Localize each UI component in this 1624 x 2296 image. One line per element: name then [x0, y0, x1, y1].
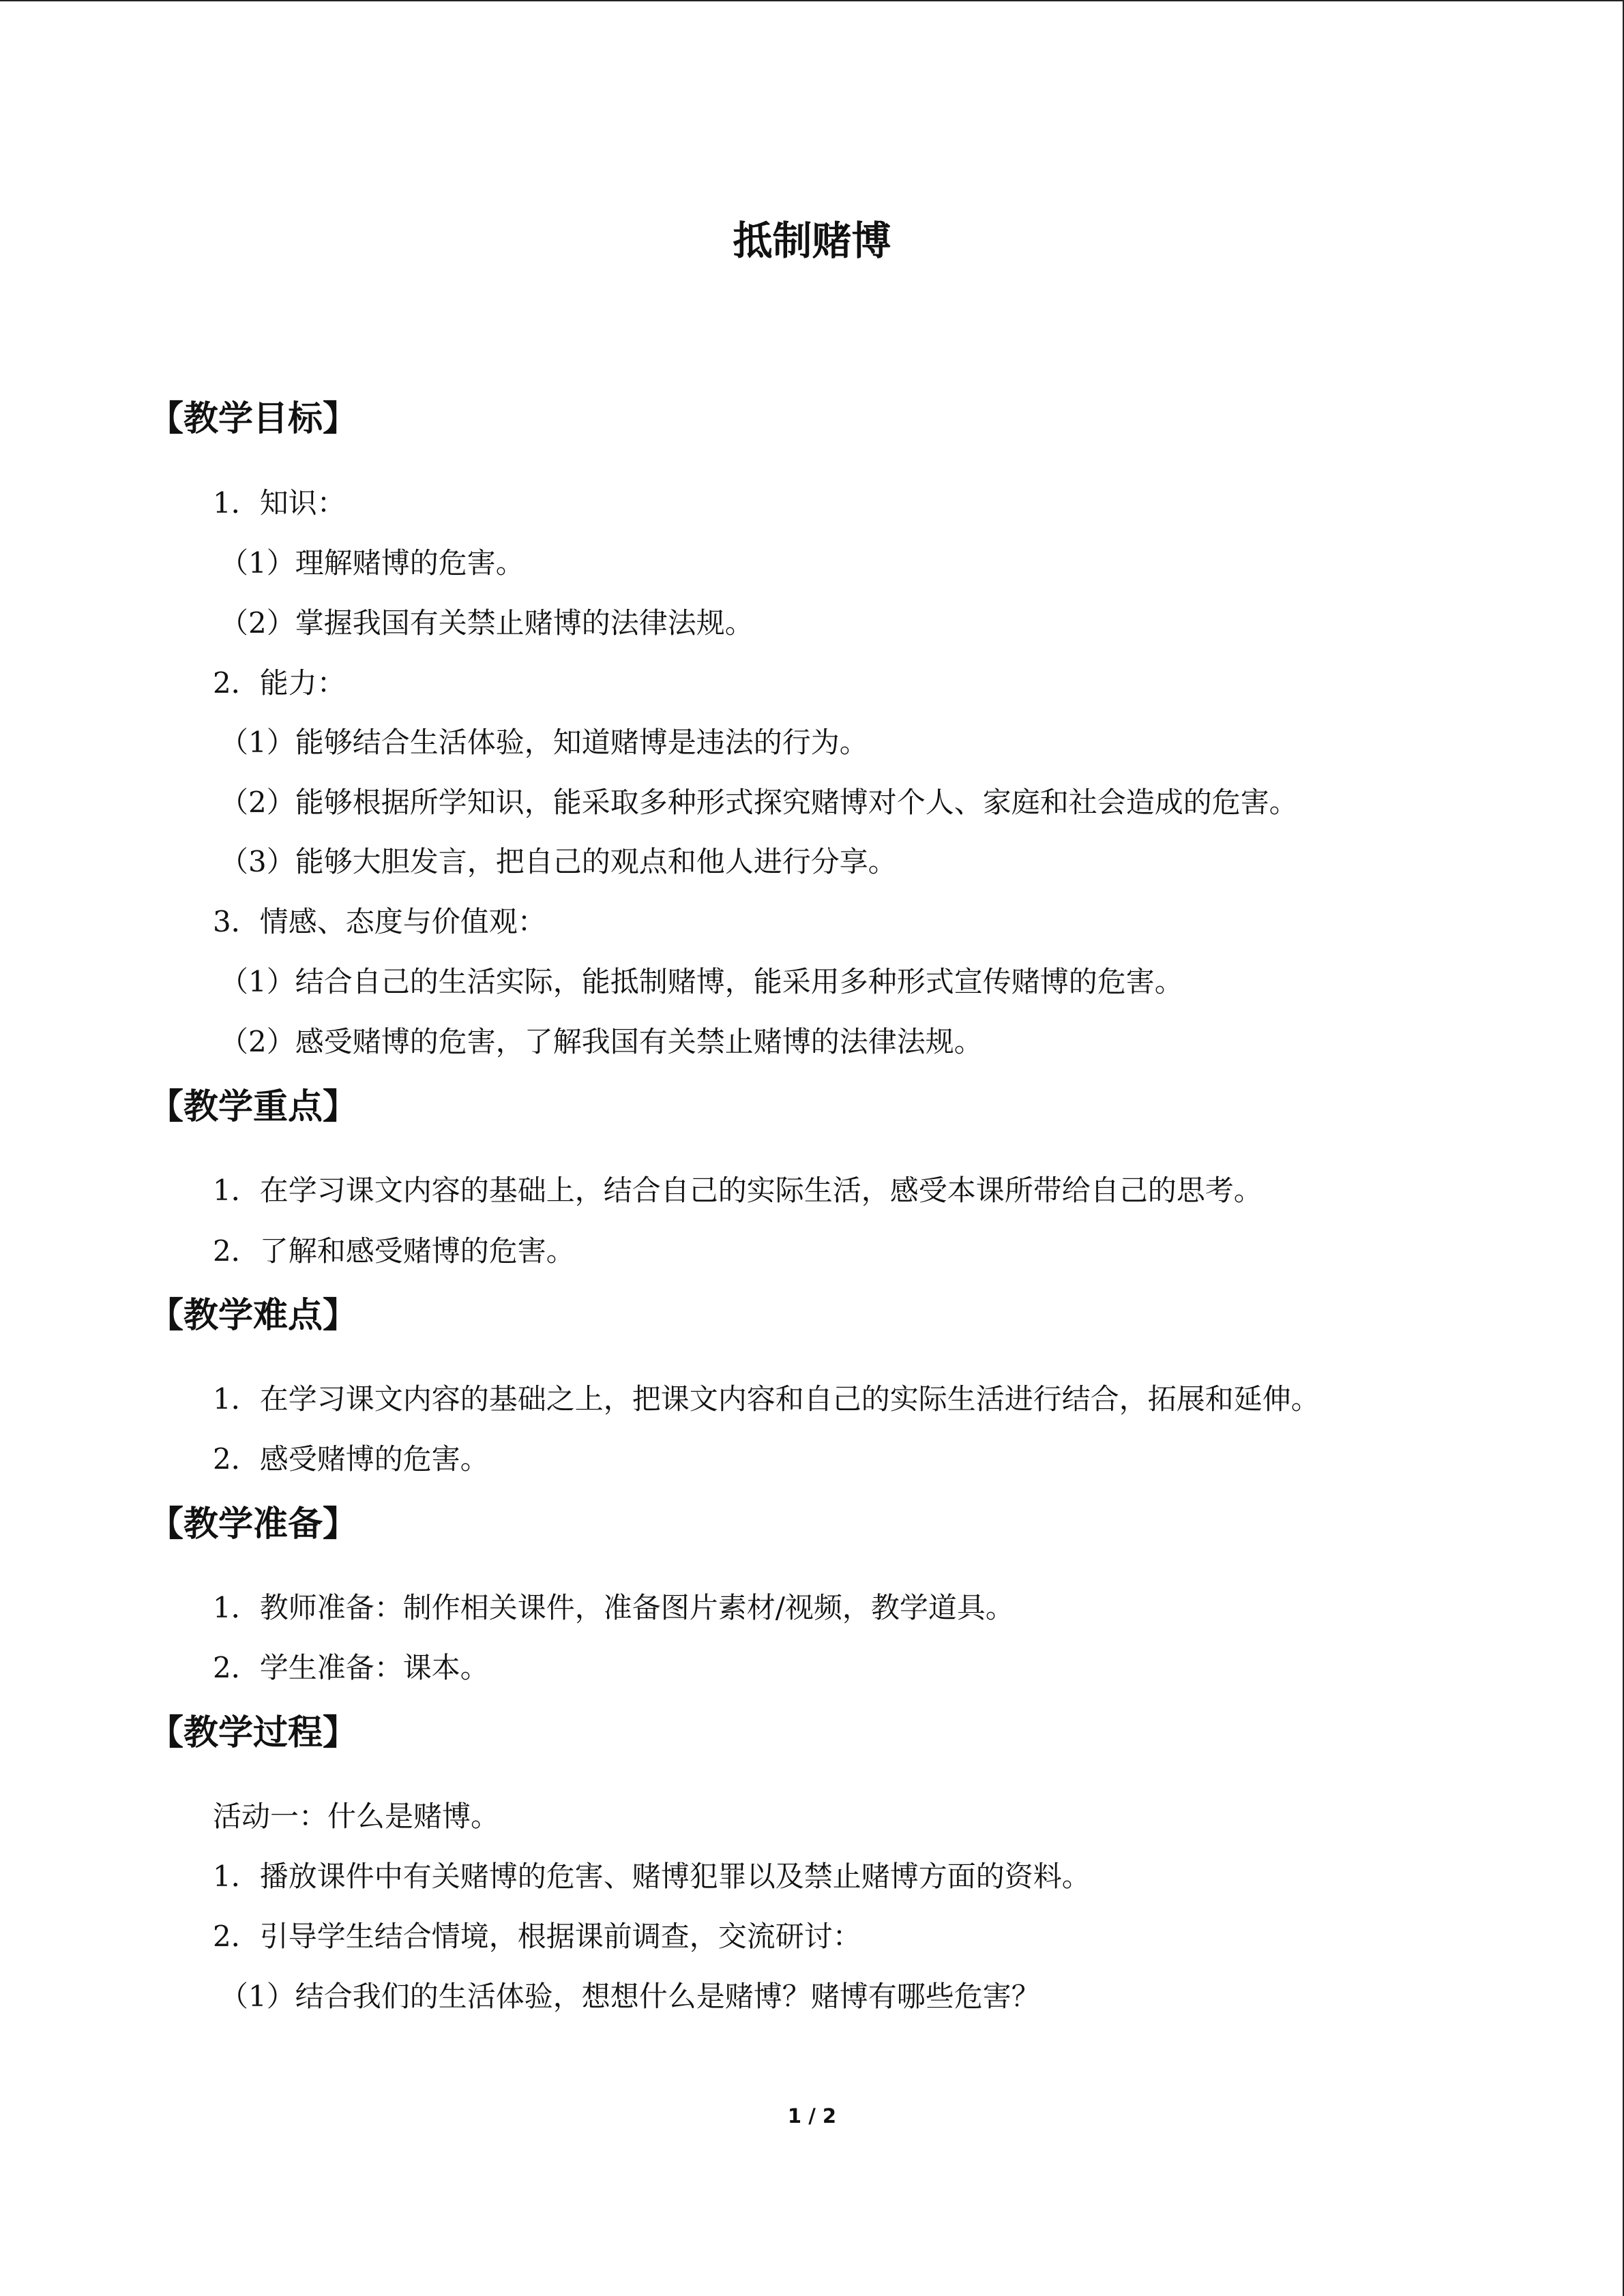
process-line: 1．播放课件中有关赌博的危害、赌博犯罪以及禁止赌博方面的资料。: [213, 1860, 1091, 1893]
process-line: 活动一：什么是赌博。: [213, 1800, 500, 1833]
objective-line: （1）能够结合生活体验，知道赌博是违法的行为。: [220, 726, 868, 759]
section-heading-process: 【教学过程】: [149, 1713, 358, 1753]
objective-line: （2）感受赌博的危害，了解我国有关禁止赌博的法律法规。: [220, 1025, 983, 1058]
key-point-line: 1．在学习课文内容的基础上，结合自己的实际生活，感受本课所带给自己的思考。: [213, 1174, 1263, 1207]
difficulty-line: 2．感受赌博的危害。: [213, 1442, 489, 1476]
section-heading-key-points: 【教学重点】: [149, 1087, 358, 1127]
objective-line: （3）能够大胆发言，把自己的观点和他人进行分享。: [220, 845, 897, 878]
objective-line: 2．能力：: [213, 666, 346, 700]
process-line: （1）结合我们的生活体验，想想什么是赌博？赌博有哪些危害？: [220, 1980, 1040, 2013]
preparation-line: 1．教师准备：制作相关课件，准备图片素材/视频，教学道具。: [213, 1591, 1014, 1624]
process-line: 2．引导学生结合情境，根据课前调查，交流研讨：: [213, 1920, 861, 1953]
objective-line: 3．情感、态度与价值观：: [213, 905, 546, 938]
preparation-line: 2．学生准备：课本。: [213, 1651, 489, 1684]
objective-line: （1）结合自己的生活实际，能抵制赌博，能采用多种形式宣传赌博的危害。: [220, 965, 1183, 998]
objective-line: （2）能够根据所学知识，能采取多种形式探究赌博对个人、家庭和社会造成的危害。: [220, 786, 1298, 819]
objective-line: （1）理解赌博的危害。: [220, 546, 525, 580]
key-point-line: 2．了解和感受赌博的危害。: [213, 1234, 575, 1268]
objective-line: （2）掌握我国有关禁止赌博的法律法规。: [220, 606, 754, 640]
section-heading-difficulties: 【教学难点】: [149, 1296, 358, 1336]
page-number: 1 / 2: [787, 2104, 837, 2128]
section-heading-objectives: 【教学目标】: [149, 399, 358, 439]
document-title: 抵制赌博: [733, 218, 891, 264]
difficulty-line: 1．在学习课文内容的基础之上，把课文内容和自己的实际生活进行结合，拓展和延伸。: [213, 1382, 1320, 1416]
objective-line: 1．知识：: [213, 486, 346, 520]
section-heading-preparation: 【教学准备】: [149, 1504, 358, 1545]
